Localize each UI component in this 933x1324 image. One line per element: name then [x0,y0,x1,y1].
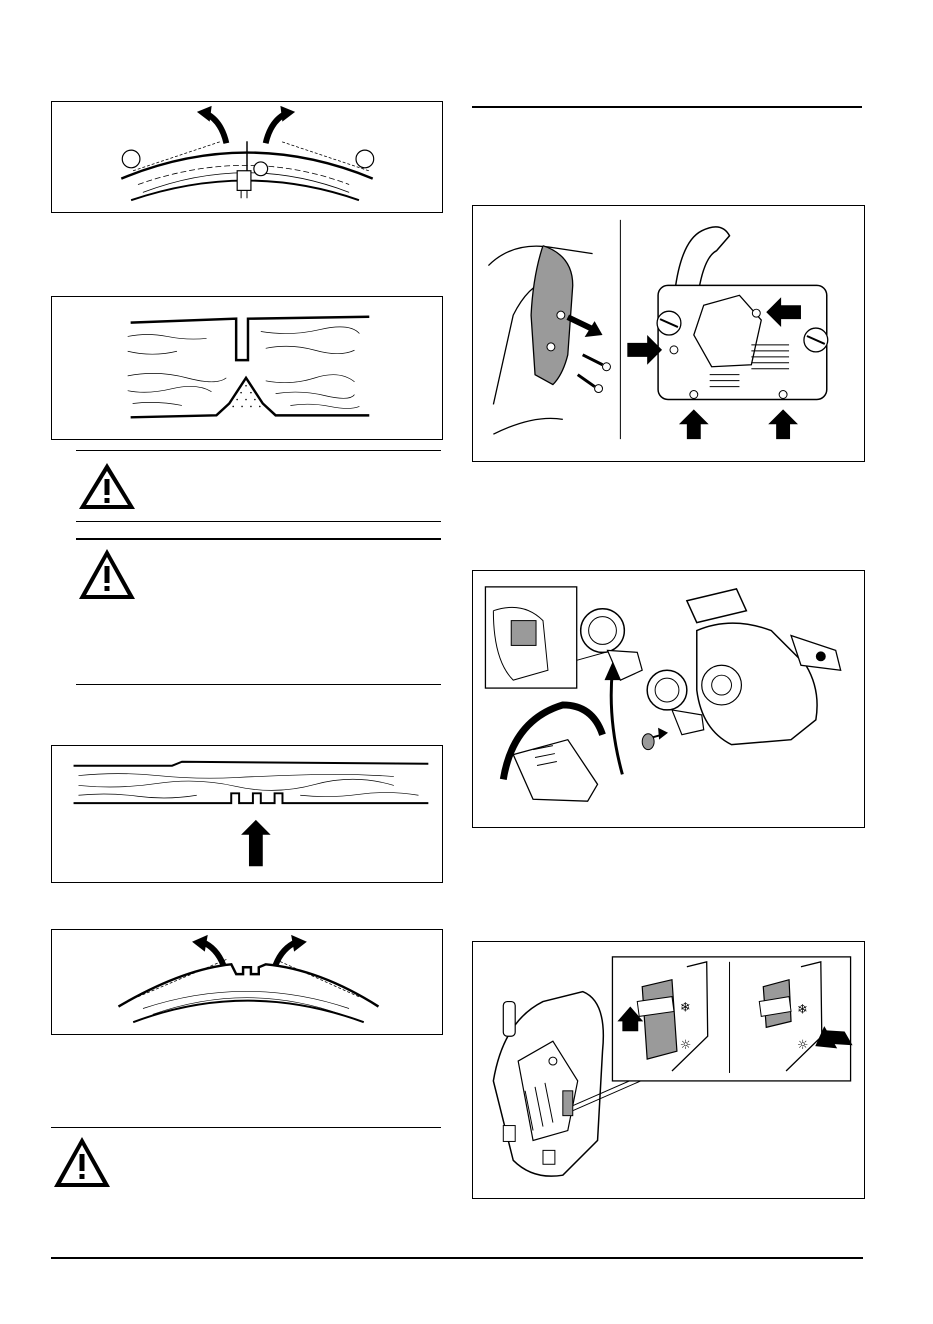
chain-brake-screws-figure [472,205,865,462]
warning-triangle-icon [76,460,138,512]
warning-rule-top [51,1127,441,1128]
bottom-notch-cuts-figure [51,745,443,883]
callout-circle-2 [254,162,268,176]
snowflake-icon: ❄ [679,1000,691,1016]
warning-rule-bottom [76,684,441,685]
section-rule [472,106,862,108]
sun-icon: ☼ [679,1038,692,1054]
bent-log-tension-figure [51,101,443,213]
warning-triangle-icon [76,546,138,602]
warning-rule-top [76,538,441,540]
warning-rule-top [76,450,441,451]
warning-rule-bottom [76,521,441,522]
callout-circle-3 [356,150,374,168]
log-cut-profile-figure [51,296,443,440]
winter-summer-shutter-figure [472,941,865,1199]
handle-removal-figure [472,570,865,828]
warning-triangle-icon [51,1134,113,1190]
snowflake-icon: ❄ [796,1002,808,1018]
callout-circle-1 [122,150,140,168]
sun-icon: ☼ [796,1038,809,1054]
notched-bent-log-figure [51,929,443,1035]
footer-rule [51,1257,863,1259]
